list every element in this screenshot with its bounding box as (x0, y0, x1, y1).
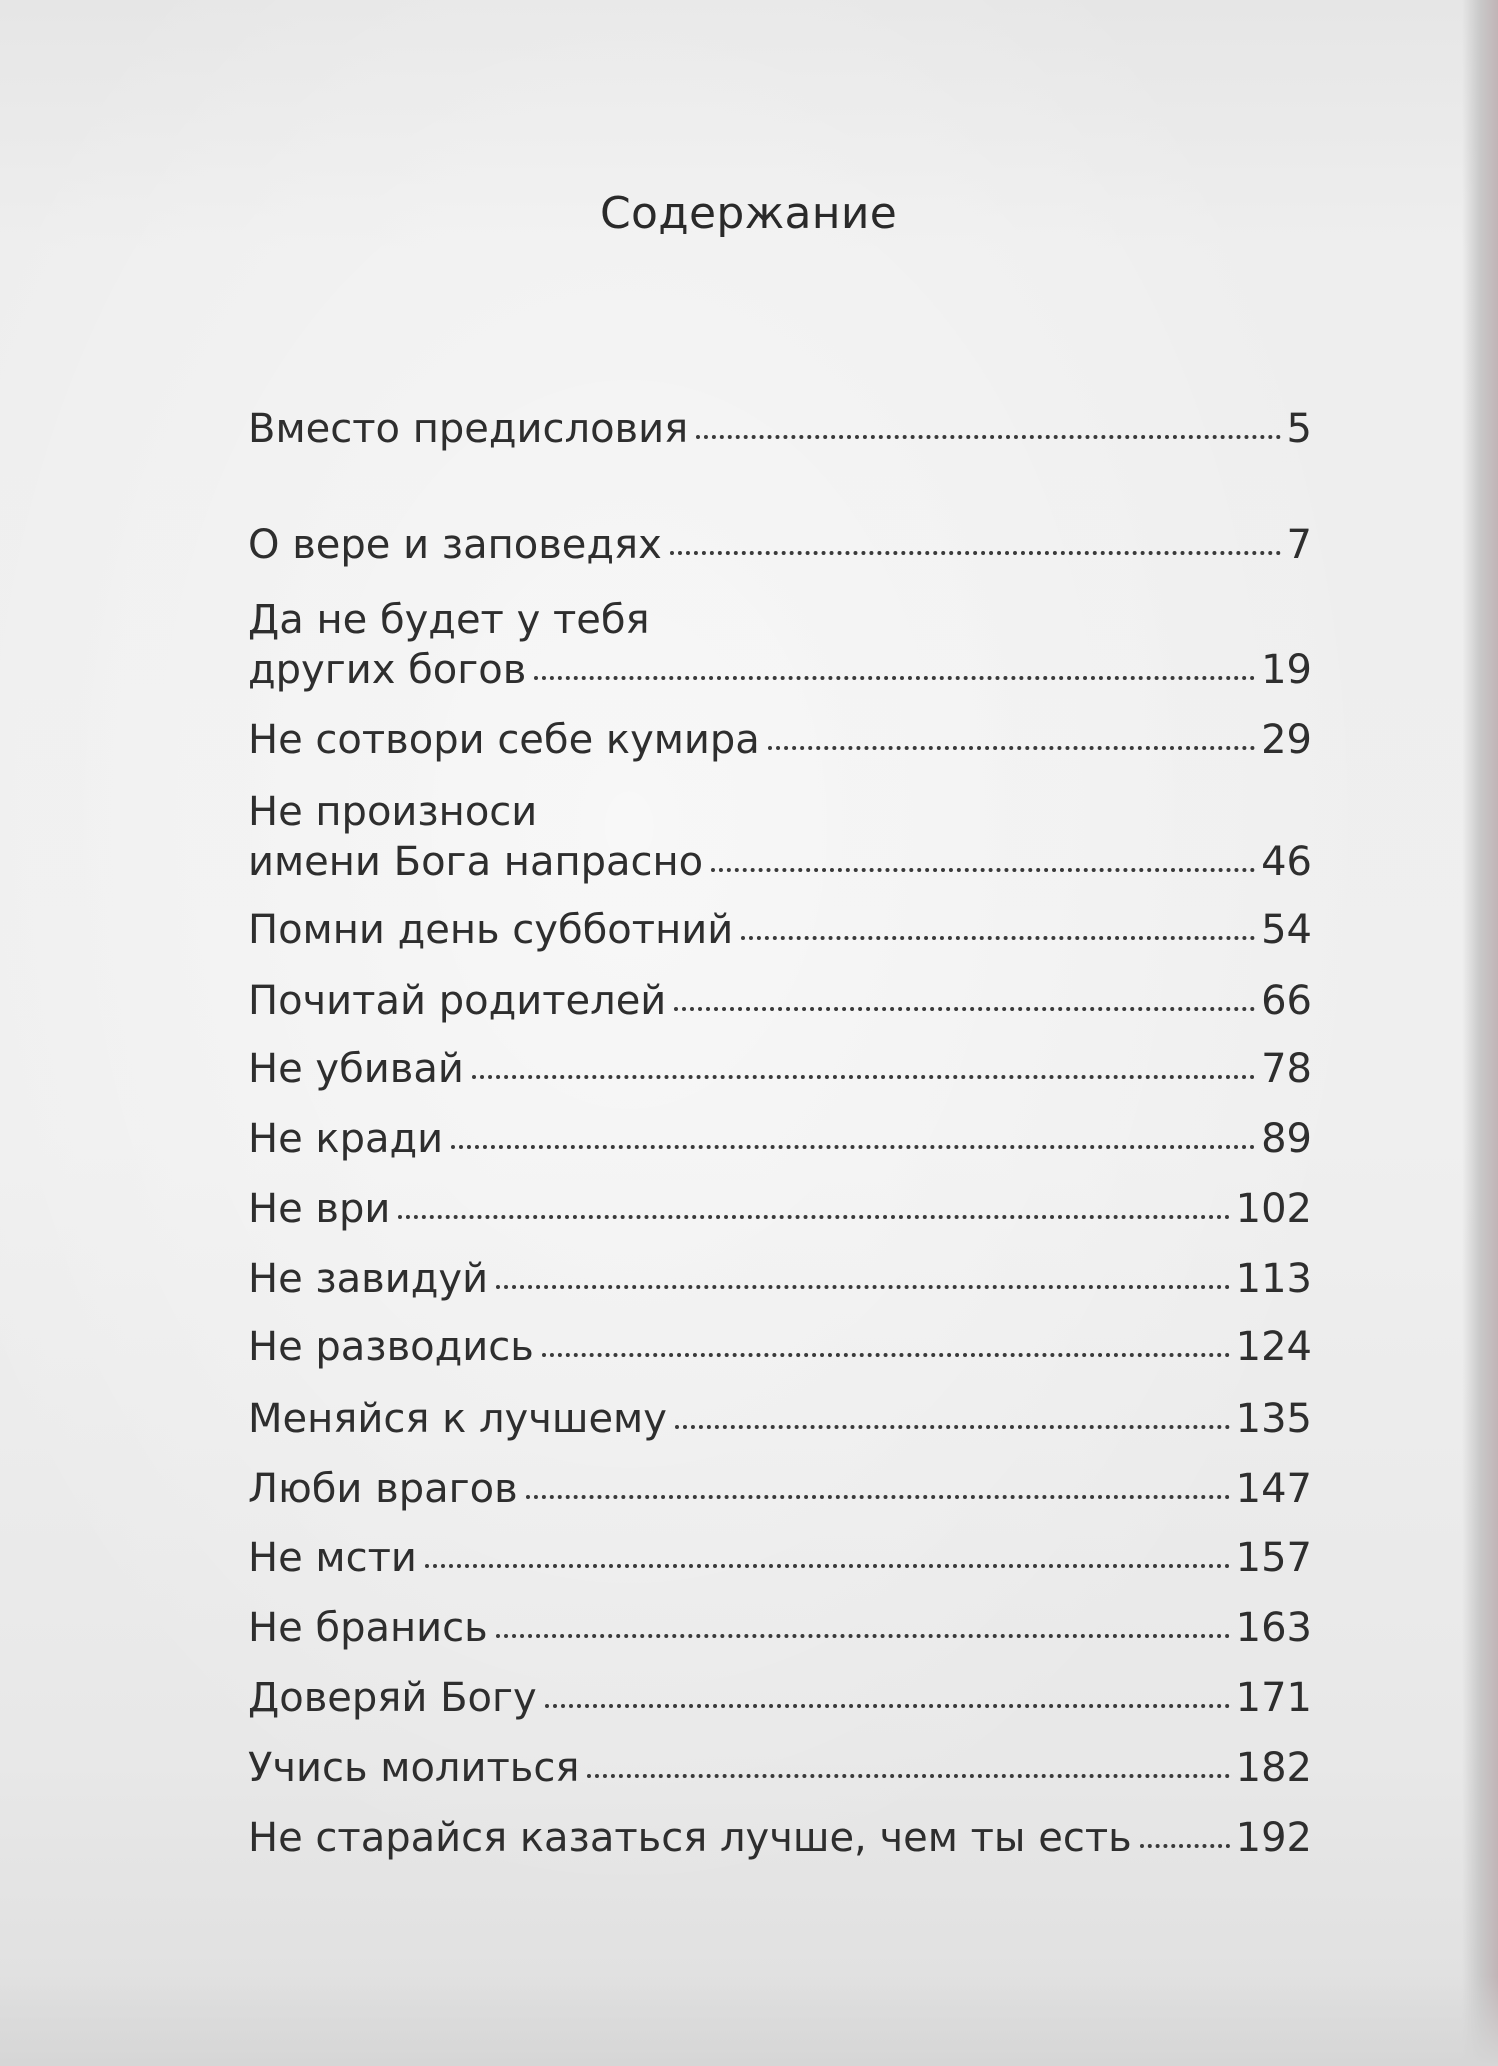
dot-leader (398, 1215, 1229, 1219)
toc-entry-title: Не произноси (248, 789, 538, 835)
dot-leader (768, 746, 1255, 750)
toc-entry (248, 1813, 1312, 1863)
toc-page-number: 54 (1261, 907, 1312, 953)
dot-leader (674, 1007, 1255, 1011)
toc-entry-title: Не завидуй (248, 1256, 489, 1302)
toc-entry-title: Не убивай (248, 1046, 464, 1092)
toc-entry-title: Не разводись (248, 1324, 534, 1370)
toc-entry-title: Учись молиться (248, 1745, 580, 1791)
dot-leader (542, 1353, 1230, 1357)
toc-page-number: 157 (1235, 1535, 1312, 1581)
dot-leader (496, 1634, 1230, 1638)
toc-entry (248, 1114, 1312, 1164)
toc-entry-title: Меняйся к лучшему (248, 1396, 667, 1442)
toc-entry-title: Да не будет у тебя (248, 597, 650, 643)
toc-entry-title: Не кради (248, 1116, 444, 1162)
toc-entry (248, 976, 1312, 1026)
toc-page-number: 89 (1261, 1116, 1312, 1162)
dot-leader (1140, 1844, 1230, 1848)
toc-page-number: 163 (1235, 1605, 1312, 1651)
toc-entry-title: Вместо предисловия (248, 406, 689, 452)
toc-entry-title: О вере и заповедях (248, 522, 662, 568)
toc-entry-title: Помни день субботний (248, 907, 734, 953)
toc-page-number: 5 (1286, 406, 1312, 452)
toc-page-number: 182 (1235, 1745, 1312, 1791)
dot-leader (451, 1145, 1255, 1149)
dot-leader (496, 1285, 1230, 1289)
toc-entry (248, 905, 1312, 955)
dot-leader (696, 435, 1280, 439)
toc-entry (248, 1464, 1312, 1514)
toc-entry (248, 1322, 1312, 1372)
dot-leader (545, 1704, 1230, 1708)
toc-page-number: 46 (1261, 839, 1312, 885)
toc-entry (248, 520, 1312, 570)
toc-page-number: 147 (1235, 1466, 1312, 1512)
toc-page-number: 135 (1235, 1396, 1312, 1442)
dot-leader (587, 1774, 1229, 1778)
toc-page-number: 124 (1235, 1324, 1312, 1370)
toc-entry-title: Доверяй Богу (248, 1675, 537, 1721)
toc-page-number: 192 (1235, 1815, 1312, 1861)
toc-entry (248, 1254, 1312, 1304)
dot-leader (534, 676, 1255, 680)
toc-entry-title-continued: имени Бога напрасно (248, 839, 704, 885)
toc-entry-title: Почитай родителей (248, 978, 667, 1024)
dot-leader (425, 1564, 1230, 1568)
dot-leader (670, 551, 1281, 555)
dot-leader (472, 1075, 1255, 1079)
toc-entry (248, 595, 1312, 695)
toc-entry (248, 1533, 1312, 1583)
toc-page-number: 78 (1261, 1046, 1312, 1092)
toc-page-number: 171 (1235, 1675, 1312, 1721)
toc-entry-title-continued: других богов (248, 647, 527, 693)
table-of-contents (248, 0, 1312, 2066)
toc-page-number: 66 (1261, 978, 1312, 1024)
toc-page-number: 7 (1286, 522, 1312, 568)
dot-leader (711, 868, 1255, 872)
toc-page-number: 19 (1261, 647, 1312, 693)
toc-entry (248, 715, 1312, 765)
toc-entry-title: Не ври (248, 1186, 391, 1232)
toc-entry (248, 787, 1312, 887)
toc-entry-title: Люби врагов (248, 1466, 518, 1512)
toc-entry (248, 1394, 1312, 1444)
toc-page-number: 29 (1261, 717, 1312, 763)
dot-leader (741, 936, 1255, 940)
toc-entry (248, 1743, 1312, 1793)
page-edge-shadow (1462, 0, 1498, 2066)
toc-entry (248, 1184, 1312, 1234)
toc-page-number: 113 (1235, 1256, 1312, 1302)
dot-leader (526, 1495, 1230, 1499)
toc-entry-title: Не бранись (248, 1605, 488, 1651)
toc-entry-title: Не старайся казаться лучше, чем ты есть (248, 1815, 1132, 1861)
toc-page-number: 102 (1235, 1186, 1312, 1232)
toc-entry (248, 1044, 1312, 1094)
toc-entry-title: Не сотвори себе кумира (248, 717, 760, 763)
dot-leader (675, 1425, 1230, 1429)
toc-entry (248, 1603, 1312, 1653)
toc-entry-title: Не мсти (248, 1535, 417, 1581)
toc-entry (248, 1673, 1312, 1723)
toc-title: Содержание (600, 188, 898, 239)
toc-entry (248, 404, 1312, 454)
